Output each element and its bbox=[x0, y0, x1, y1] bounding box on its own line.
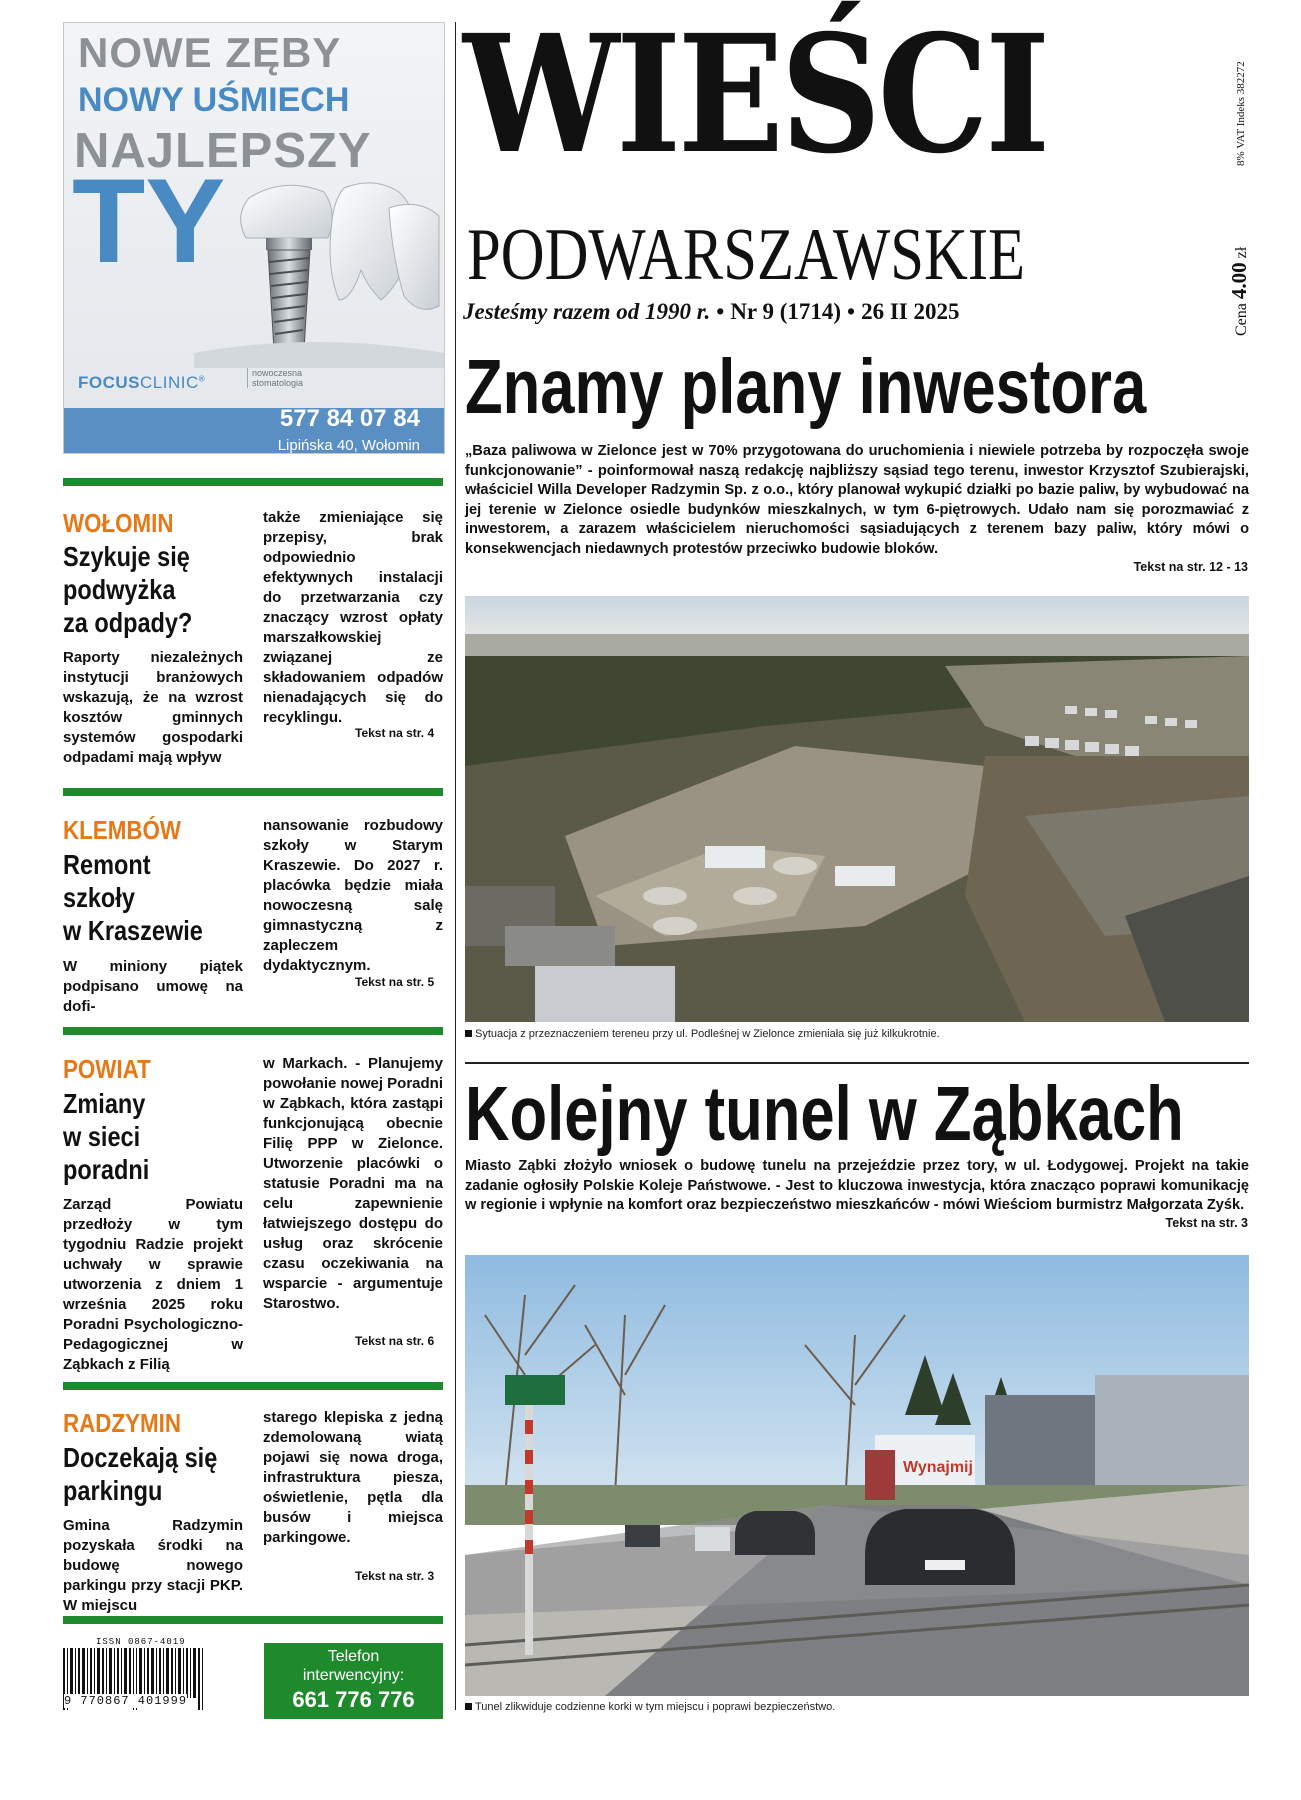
ad-address: Lipińska 40, Wołomin bbox=[277, 437, 420, 454]
region-label-wolomin: WOŁOMIN bbox=[63, 508, 174, 538]
green-rule bbox=[63, 1382, 443, 1390]
story2-caption: Tunel zlikwiduje codzienne korki w tym miejscu i poprawi bezpieczeństwo. bbox=[465, 1701, 835, 1713]
sidebar-story-title[interactable]: Szykuje się podwyżka za odpady? bbox=[63, 541, 193, 638]
section-divider bbox=[465, 1062, 1249, 1064]
hotline-label-2: interwencyjny: bbox=[302, 1667, 405, 1684]
issue-number: Nr 9 (1714) bbox=[730, 299, 842, 324]
masthead-tagline: Jesteśmy razem od 1990 r. • Nr 9 (1714) • 26 II 2025 bbox=[463, 299, 960, 324]
sidebar-page-ref[interactable]: Tekst na str. 3 bbox=[355, 1569, 435, 1583]
masthead-subtitle: PODWARSZAWSKIE bbox=[467, 214, 1026, 296]
ad-headline-2: NOWY UŚMIECH bbox=[78, 81, 350, 119]
sidebar-story-title[interactable]: Zmiany w sieci poradni bbox=[63, 1088, 150, 1185]
story1-page-ref[interactable]: Tekst na str. 12 - 13 bbox=[1133, 560, 1248, 574]
barcode-number: 9 770867 401999 bbox=[64, 1694, 188, 1708]
hotline-label-1: Telefon bbox=[327, 1648, 380, 1665]
masthead-title[interactable]: WIEŚCI bbox=[463, 0, 1047, 190]
sidebar-page-ref[interactable]: Tekst na str. 4 bbox=[355, 726, 435, 740]
sidebar-story-title[interactable]: Remont szkoły w Kraszewie bbox=[63, 849, 203, 946]
ad-phone[interactable]: 577 84 07 84 bbox=[279, 405, 420, 432]
clinic-logo-tagline: nowoczesna stomatologia bbox=[247, 368, 303, 388]
region-label-powiat: POWIAT bbox=[63, 1054, 151, 1084]
issue-date: 26 II 2025 bbox=[861, 299, 960, 324]
sidebar-story-body: Raporty niezależnych instytucji branżowych wskazują, że na wzrost kosztów gminnych systemów gospodarki odpadami mają wpływ bbox=[63, 649, 243, 766]
green-rule bbox=[63, 1027, 443, 1035]
clinic-advertisement[interactable] bbox=[63, 22, 445, 454]
region-label-radzymin: RADZYMIN bbox=[63, 1408, 182, 1438]
hotline-number[interactable]: 661 776 776 bbox=[292, 1687, 415, 1712]
clinic-logo: FOCUSCLINIC® bbox=[78, 373, 206, 392]
green-rule bbox=[63, 1616, 443, 1624]
story2-page-ref[interactable]: Tekst na str. 3 bbox=[1165, 1216, 1248, 1230]
sidebar-page-ref[interactable]: Tekst na str. 6 bbox=[355, 1334, 435, 1348]
sidebar-story-body-cont: w Markach. - Planujemy powołanie nowej Poradni w Ząbkach, która zastąpi funkcjonującą obecnie Filię PPP w Zielonce. Utworzenie placówki o statusie Poradni ma na celu zapewnienie łatwiejszego dostępu do usług oraz skrócenie czasu oczekiwania na wsparcie - argumentuje Starostwo. bbox=[263, 1055, 444, 1312]
sidebar-story-body-cont: starego klepiska z jedną zdemolowaną wiatą pojawi się nowa droga, infrastruktura piesza, oświetlenie, pętla dla busów i miejsca parkingowe. bbox=[263, 1409, 443, 1546]
region-label-klembow: KLEMBÓW bbox=[63, 815, 181, 845]
column-divider bbox=[455, 22, 456, 1710]
ad-headline-3: NAJLEPSZY bbox=[74, 124, 372, 178]
tagline-text: Jesteśmy razem od 1990 r. bbox=[463, 299, 711, 324]
ad-headline-1: NOWE ZĘBY bbox=[78, 29, 342, 76]
green-rule bbox=[63, 788, 443, 796]
sidebar-story-title[interactable]: Doczekają się parkingu bbox=[63, 1442, 218, 1506]
story1-lead: „Baza paliwowa w Zielonce jest w 70% przygotowana do uruchomienia i niewiele potrzeba by rozpoczęła swoje funkcjonowanie” - poinformował naszą redakcję najbliższy sąsiad tego terenu, inwestor Krzysztof Szubierajski, właściciel Willa Developer Radzymin Sp. z o.o., który planował wykupić działki po bazie paliw, by wybudować na jej terenie w Zielonce osiedle budynków mieszkalnych, w tym 6-piętrowych. Udało nam się porozmawiać z inwestorem, a zarazem właścicielem nieruchomości sąsiadujących z terenem bazy paliw, który mówi o konsekwencjach niedawnych protestów przeciwko budowie bloków. bbox=[465, 443, 1249, 557]
sidebar-story-body: W miniony piątek podpisano umowę na dofi- bbox=[63, 958, 243, 1015]
sidebar-story-body-cont: także zmieniające się przepisy, brak odpowiednio efektywnych instalacji do przetwarzania czy znaczący wzrost opłaty marszałkowskiej związanej ze składowaniem odpadów nienadających się do recyklingu. bbox=[263, 509, 443, 726]
story1-aerial-photo[interactable] bbox=[465, 596, 1249, 1022]
story1-headline[interactable]: Znamy plany inwestora bbox=[465, 344, 1147, 430]
dental-implant-illustration bbox=[194, 178, 444, 368]
story1-caption: Sytuacja z przeznaczeniem tereneu przy ul. Podleśnej w Zielonce zmieniała się już kilkukrotnie. bbox=[465, 1028, 940, 1040]
price-label: Cena 4.00 zł bbox=[1227, 246, 1251, 336]
story2-street-photo[interactable] bbox=[465, 1255, 1249, 1696]
sidebar-story-body: Gmina Radzymin pozyskała środki na budowę nowego parkingu przy stacji PKP. W miejscu bbox=[63, 1517, 243, 1614]
sidebar-page-ref[interactable]: Tekst na str. 5 bbox=[355, 975, 435, 989]
sidebar-story-body: Zarząd Powiatu przedłoży w tym tygodniu Radzie projekt uchwały w sprawie utworzenia z dniem 1 września 2025 roku Poradni Psychologiczno-Pedagogicznej w Ząbkach z Filią bbox=[63, 1196, 243, 1373]
hotline-box[interactable] bbox=[264, 1643, 443, 1719]
green-rule bbox=[63, 478, 443, 486]
vat-index-info: 8% VAT Indeks 382272 bbox=[1235, 61, 1247, 166]
sidebar-story-body-cont: nansowanie rozbudowy szkoły w Starym Kraszewie. Do 2027 r. placówka będzie miała nowoczesną salę gimnastyczną z zapleczem dydaktycznym. bbox=[263, 817, 443, 974]
billboard-text: Wynajmij bbox=[903, 1459, 973, 1476]
story2-lead: Miasto Ząbki złożyło wniosek o budowę tunelu na przejeździe przez tory, w ul. Łodygowej. Projekt na takie zadanie ogłosiły Polskie Koleje Państwowe. - Jest to kluczowa inwestycja, która znacząco poprawi komunikację w regionie i wpłynie na komfort oraz bezpieczeństwo mieszkańców - mówi Wieściom burmistrz Małgorzata Zyśk. bbox=[465, 1158, 1249, 1213]
ad-headline-4: TY bbox=[72, 154, 226, 288]
story2-headline[interactable]: Kolejny tunel w Ząbkach bbox=[465, 1071, 1184, 1157]
issn-number: ISSN 0867-4019 bbox=[96, 1637, 186, 1647]
